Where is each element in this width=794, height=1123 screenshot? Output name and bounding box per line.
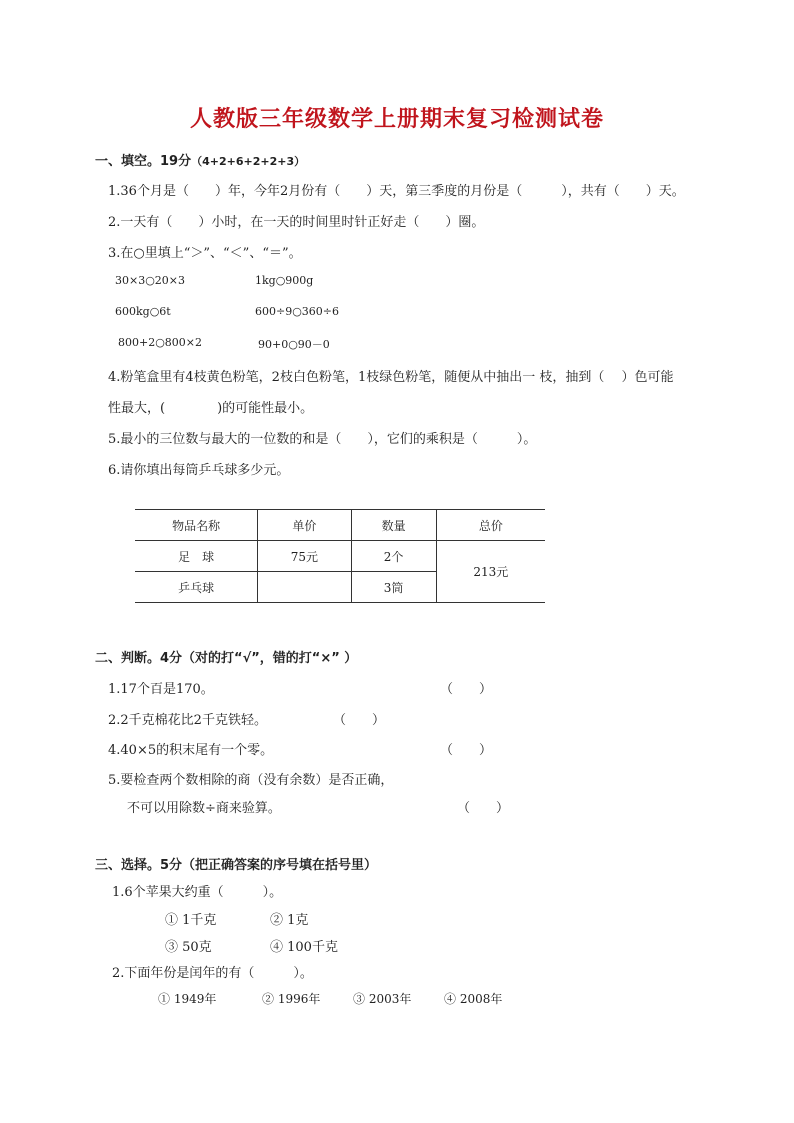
judge-1-answer: （ ） [440,682,493,697]
question-1-3: 3.在○里填上“＞”、“＜”、“＝”。 [108,246,302,261]
choice-2-option-3: ③ 2003年 [353,992,412,1006]
table-cell-blank [258,572,351,603]
table-header-cell: 数量 [351,510,436,541]
table-cell: 乒乓球 [135,572,258,603]
judge-5-answer: （ ） [457,801,510,816]
choice-1-option-3: ③ 50克 [165,940,212,955]
table-header-cell: 物品名称 [135,510,258,541]
compare-item-5: 800+2○800×2 [118,336,203,349]
table-header-cell: 单价 [258,510,351,541]
compare-item-2: 1kg○900g [255,274,314,287]
table-cell: 3筒 [351,572,436,603]
table-total-cell: 213元 [436,541,545,603]
question-1-5: 5.最小的三位数与最大的一位数的和是（ ），它们的乘积是（ ）。 [108,432,537,447]
question-1-4-line1: 4.粉笔盒里有4枝黄色粉笔，2枝白色粉笔，1枝绿色粉笔，随便从中抽出一 枝，抽到（ ）色可能 [108,370,674,385]
question-1-6: 6.请你填出每筒乒乓球多少元。 [108,463,290,478]
judge-5-line1: 5.要检查两个数相除的商（没有余数）是否正确， [108,773,394,788]
compare-item-6: 90+0○90－0 [258,338,330,351]
table-cell: 足 球 [135,541,258,572]
judge-2: 2.2千克棉花比2千克铁轻。 [108,713,267,728]
table-row [135,541,545,572]
page-title: 人教版三年级数学上册期末复习检测试卷 [189,106,604,132]
choice-1-option-4: ④ 100千克 [270,940,338,955]
choice-2-option-4: ④ 2008年 [444,992,503,1006]
choice-2: 2.下面年份是闰年的有（ ）。 [112,966,313,981]
choice-1-option-1: ① 1千克 [165,913,217,928]
question-1-4-line2: 性最大，( )的可能性最小。 [108,401,314,416]
question-1-1: 1.36个月是（ ）年，今年2月份有（ ）天，第三季度的月份是（ ），共有（ ）天。 [108,184,685,199]
compare-item-3: 600kg○6t [115,305,171,318]
compare-item-1: 30×3○20×3 [115,274,186,287]
section2-header: 二、判断。4分（对的打“√”，错的打“×” ） [95,651,358,666]
judge-2-answer: （ ） [333,713,386,728]
judge-5-line2: 不可以用除数÷商来验算。 [127,801,281,816]
judge-1: 1.17个百是170。 [108,682,214,697]
table-header-row [135,510,545,541]
question-1-2: 2.一天有（ ）小时，在一天的时间里时针正好走（ ）圈。 [108,215,485,230]
choice-1-option-2: ② 1克 [270,913,309,928]
table-cell: 75元 [258,541,351,572]
compare-item-4: 600÷9○360÷6 [255,305,340,318]
choice-2-option-1: ① 1949年 [158,992,217,1006]
section1-header [95,150,305,169]
section1-score-detail: （4+2+6+2+2+3） [191,155,306,168]
section3-header: 三、选择。5分（把正确答案的序号填在括号里） [95,858,378,873]
choice-1: 1.6个苹果大约重（ ）。 [112,885,283,900]
price-table [135,509,545,603]
section1-title: 一、填空。19分 [95,154,192,169]
table-header-cell: 总价 [436,510,545,541]
table-cell: 2个 [351,541,436,572]
judge-4: 4.40×5的积末尾有一个零。 [108,743,274,758]
judge-4-answer: （ ） [440,743,493,758]
choice-2-option-2: ② 1996年 [262,992,321,1006]
